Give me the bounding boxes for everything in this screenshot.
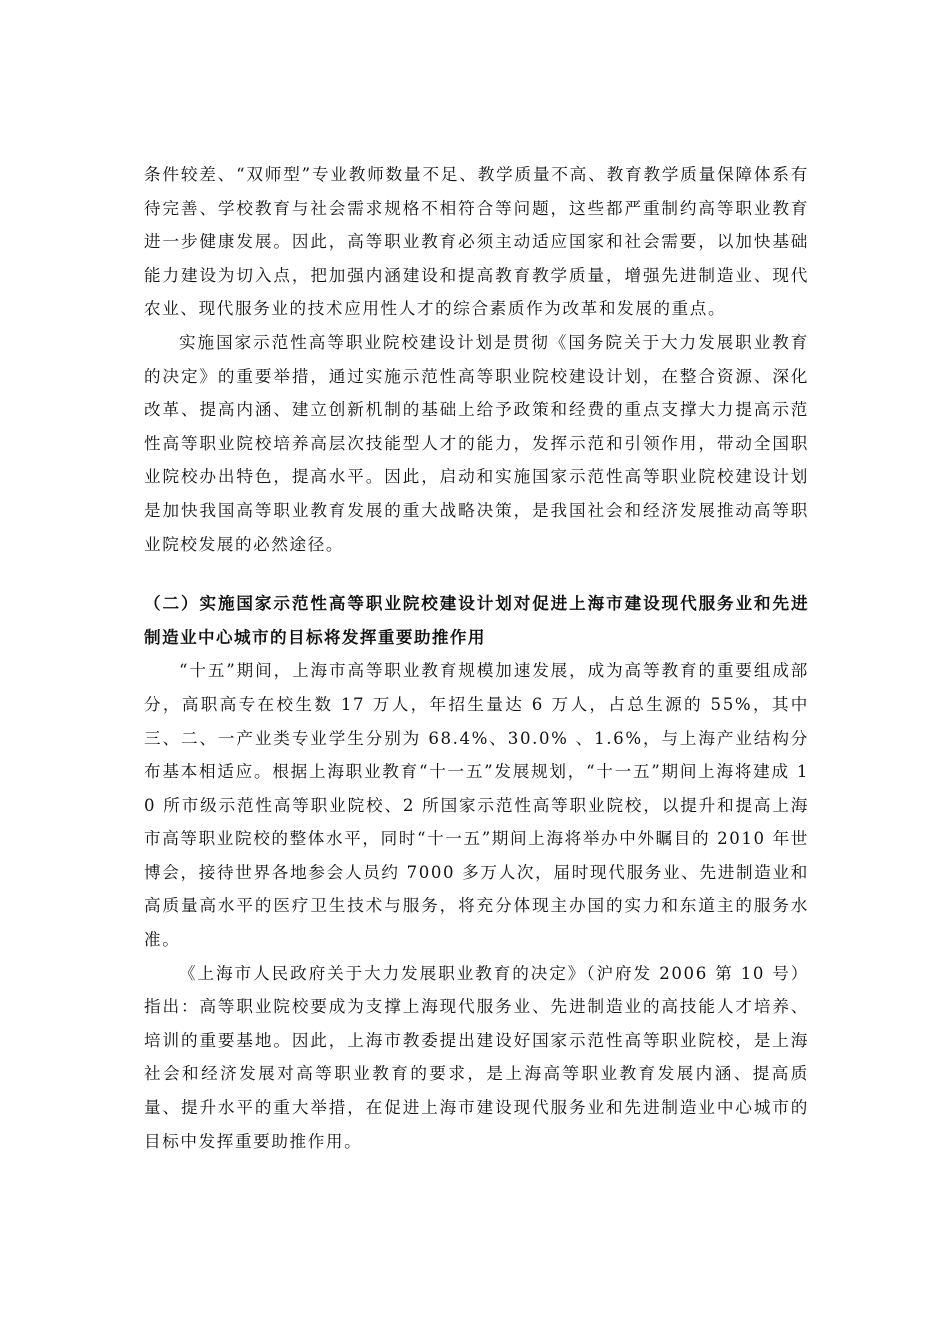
paragraph-continued: 条件较差、“双师型”专业教师数量不足、教学质量不高、教育教学质量保障体系有待完善、学校教育与社会需求规格不相符合等问题，这些都严重制约高等职业教育进一步健康发展。因此，高等职业教育必须主动适应国家和社会需要，以加快基础能力建设为切入点，把加强内涵建设和提高教育教学质量，增强先进制造业、现代农业、现代服务业的技术应用性人才的综合素质作为改革和发展的重点。 <box>144 165 809 319</box>
paragraph-shanghai-development: “十五”期间，上海市高等职业教育规模加速发展，成为高等教育的重要组成部分，高职高专在校生数 17 万人，年招生量达 6 万人，占总生源的 55%，其中三、二、一产业类专业学生分别为 68.4%、30.0% 、1.6%，与上海产业结构分布基本相适应。根据上海职业教育“十一五”发展规划，“十一五”期间上海将建成 10 所市级示范性高等职业院校、2 所国家示范性高等职业院校，以提升和提高上海市高等职业院校的整体水平，同时“十一五”期间上海将举办中外瞩目的 2010 年世博会，接待世界各地参会人员约 7000 多万人次，届时现代服务业、先进制造业和高质量高水平的医疗卫生技术与服务，将充分体现主办国的实力和东道主的服务水准。 <box>144 661 809 950</box>
paragraph-shanghai-decision: 《上海市人民政府关于大力发展职业教育的决定》（沪府发 2006 第 10 号）指出：高等职业院校要成为支撑上海现代服务业、先进制造业的高技能人才培养、培训的重要基地。因此，上海市教委提出建设好国家示范性高等职业院校，是上海社会和经济发展对高等职业教育的要求，是上海高等职业教育发展内涵、提高质量、提升水平的重大举措，在促进上海市建设现代服务业和先进制造业中心城市的目标中发挥重要助推作用。 <box>144 963 809 1151</box>
paragraph-demonstration-plan: 实施国家示范性高等职业院校建设计划是贯彻《国务院关于大力发展职业教育的决定》的重要举措，通过实施示范性高等职业院校建设计划，在整合资源、深化改革、提高内涵、建立创新机制的基础上给予政策和经费的重点支撑大力提高示范性高等职业院校培养高层次技能型人才的能力，发挥示范和引领作用，带动全国职业院校办出特色，提高水平。因此，启动和实施国家示范性高等职业院校建设计划是加快我国高等职业教育发展的重大战略决策，是我国社会和经济发展推动高等职业院校发展的必然途径。 <box>144 332 809 554</box>
section-heading: （二）实施国家示范性高等职业院校建设计划对促进上海市建设现代服务业和先进制造业中心城市的目标将发挥重要助推作用 <box>144 594 809 647</box>
document-body <box>144 158 809 1158</box>
